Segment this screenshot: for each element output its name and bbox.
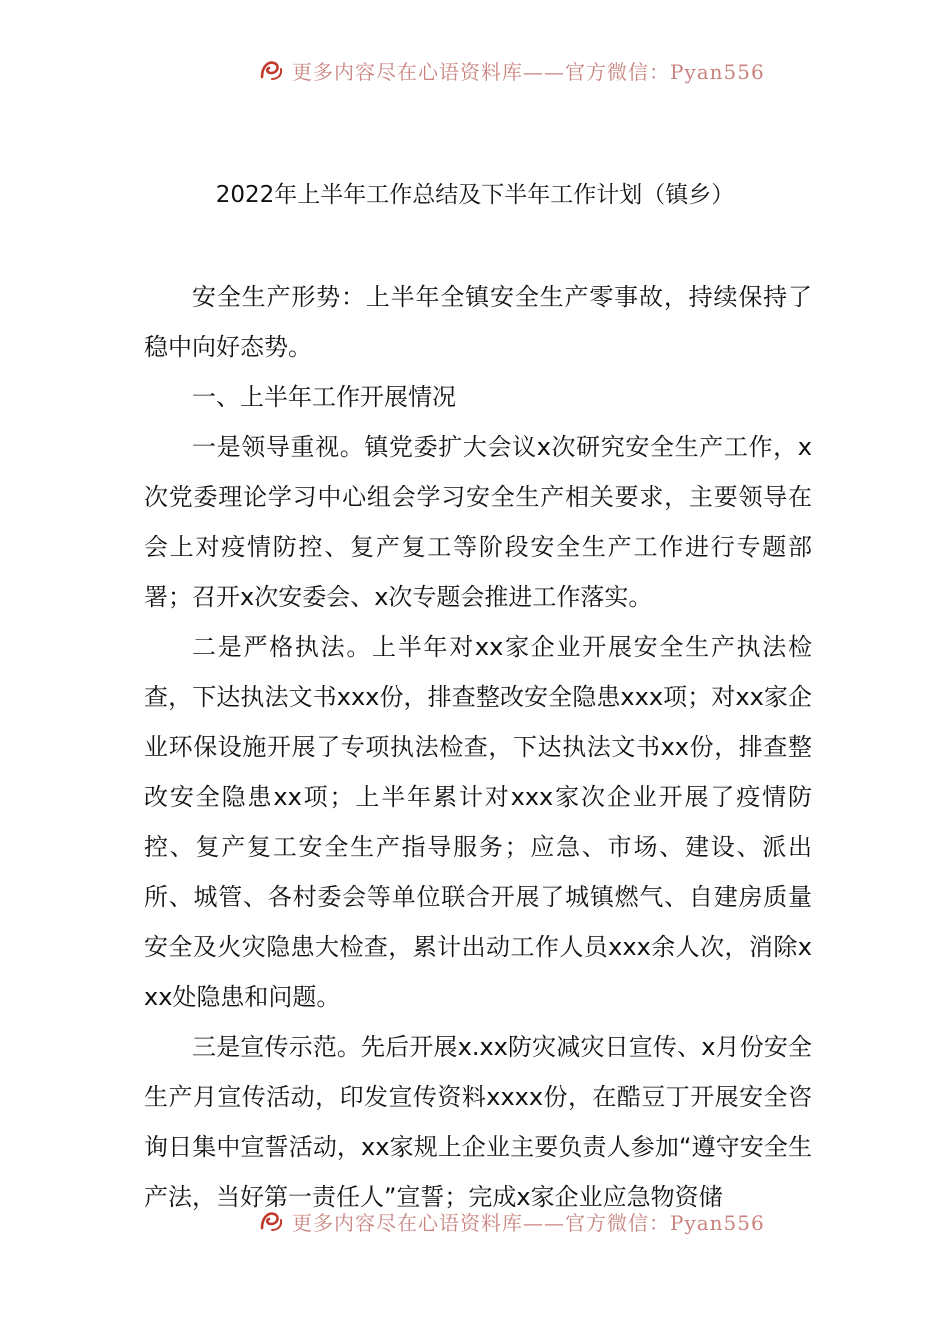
watermark-text: 更多内容尽在心语资料库——官方微信：Pyan556	[292, 59, 765, 84]
watermark-footer	[258, 1205, 765, 1237]
watermark-header	[258, 54, 765, 86]
paragraph-enforcement: 二是严格执法。上半年对xx家企业开展安全生产执法检查，下达执法文书xxx份，排查整改安全隐患xxx项；对xx家企业环保设施开展了专项执法检查，下达执法文书xx份，排查整改安全隐患xx项；上半年累计对xxx家次企业开展了疫情防控、复产复工安全生产指导服务；应急、市场、建设、派出所、城管、各村委会等单位联合开展了城镇燃气、自建房质量安全及火灾隐患大检查，累计出动工作人员xxx余人次，消除xxx处隐患和问题。	[144, 633, 812, 1011]
watermark-text: 更多内容尽在心语资料库——官方微信：Pyan556	[292, 1210, 765, 1235]
section-heading-first-half: 一、上半年工作开展情况	[192, 383, 456, 411]
watermark-logo-icon	[258, 57, 284, 83]
watermark-logo-icon	[258, 1208, 284, 1234]
document-title: 2022年上半年工作总结及下半年工作计划（镇乡）	[215, 182, 735, 208]
paragraph-leadership: 一是领导重视。镇党委扩大会议x次研究安全生产工作，x次党委理论学习中心组会学习安全生产相关要求，主要领导在会上对疫情防控、复产复工等阶段安全生产工作进行专题部署；召开x次安委会、x次专题会推进工作落实。	[144, 433, 812, 611]
paragraph-safety-situation: 安全生产形势：上半年全镇安全生产零事故，持续保持了稳中向好态势。	[144, 283, 812, 361]
document-body	[144, 272, 812, 1222]
paragraph-publicity: 三是宣传示范。先后开展x.xx防灾减灾日宣传、x月份安全生产月宣传活动，印发宣传资料xxxx份，在酷豆丁开展安全咨询日集中宣誓活动，xx家规上企业主要负责人参加“遵守安全生产法，当好第一责任人”宣誓；完成x家企业应急物资储	[144, 1033, 812, 1211]
